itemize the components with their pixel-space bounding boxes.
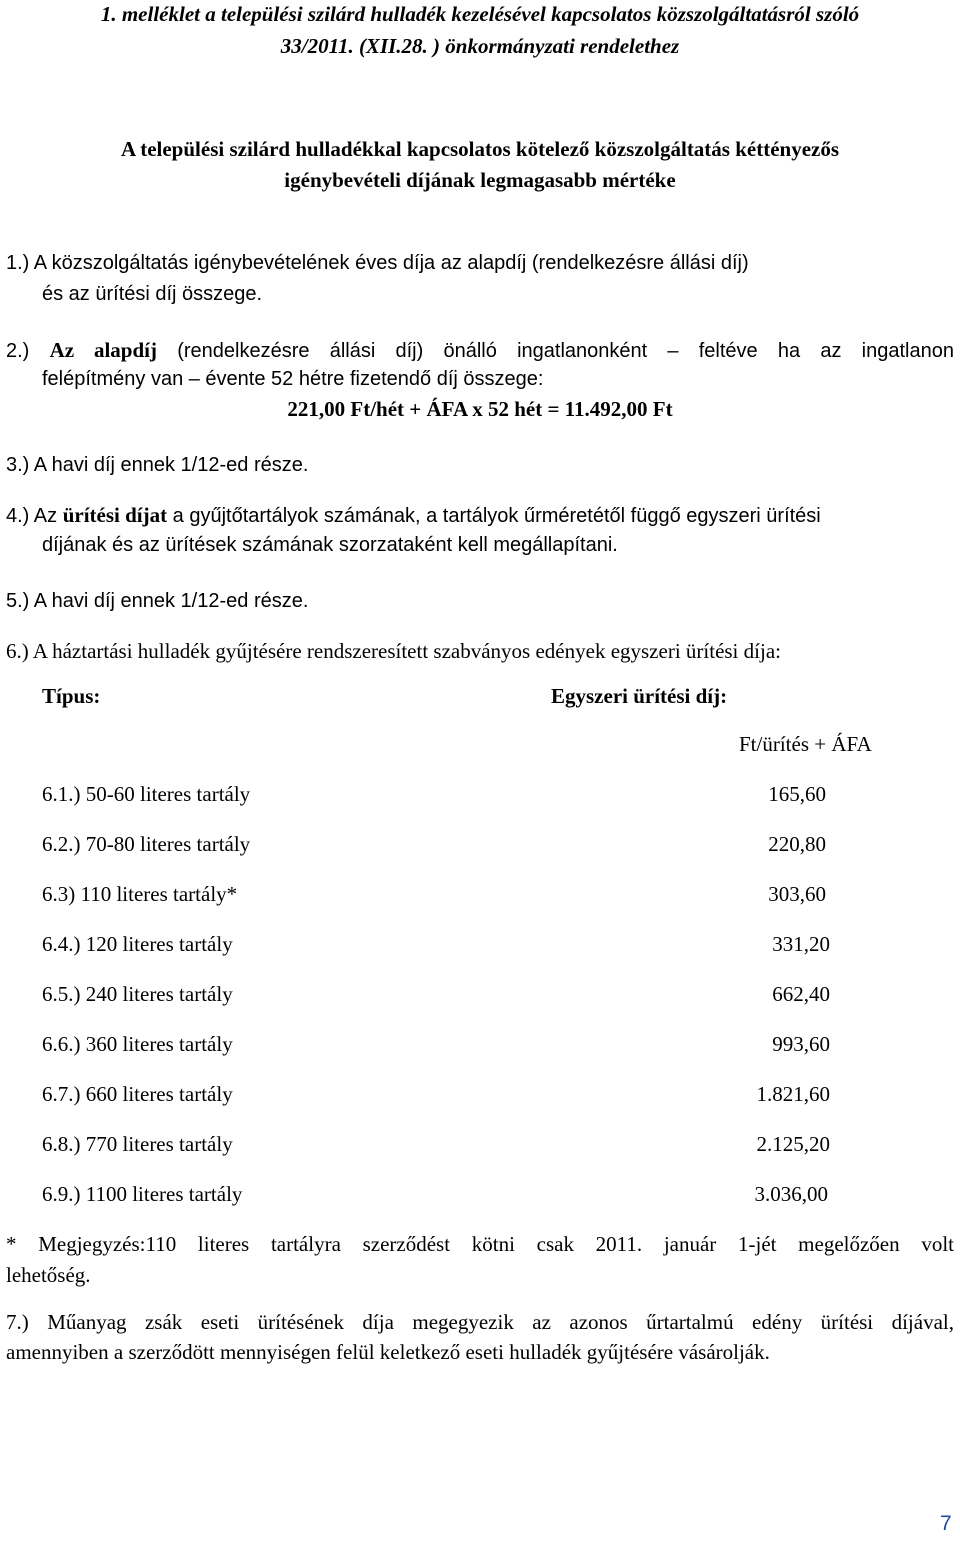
document-title-line-2: igénybevételi díjának legmagasabb mértéke [284,168,676,192]
page-number: 7 [940,1512,952,1535]
paragraph-2-line-1-text: (rendelkezésre állási díj) önálló ingatlanonként – feltéve ha az ingatlanon [177,340,954,362]
annex-header-line-2: 33/2011. (XII.28. ) önkormányzati rendelethez [280,34,680,58]
paragraph-4-bold-term: ürítési díjat [62,503,168,527]
paragraph-1-line-1: 1.) A közszolgáltatás igénybevételének éves díja az alapdíj (rendelkezésre állási díj) [6,252,749,274]
alapdij-formula: 221,00 Ft/hét + ÁFA x 52 hét = 11.492,00 Ft [287,397,673,421]
table-row-value: 331,20 [772,932,830,956]
paragraph-4-line-1 [6,503,821,528]
table-row-value: 662,40 [772,982,830,1006]
table-row-label: 6.1.) 50-60 literes tartály [42,782,251,806]
note-line-2: lehetőség. [6,1263,91,1287]
paragraph-5: 5.) A havi díj ennek 1/12-ed része. [6,590,309,612]
table-row-label: 6.3) 110 literes tartály* [42,882,238,906]
table-row-label: 6.9.) 1100 literes tartály [42,1182,243,1206]
paragraph-2-bold-term: Az alapdíj [49,338,157,362]
table-row-label: 6.2.) 70-80 literes tartály [42,832,251,856]
table-header-type: Típus: [42,684,101,708]
annex-header-line-1: 1. melléklet a települési szilárd hulladék kezelésével kapcsolatos közszolgáltatásról szóló [100,2,860,26]
table-row-value: 303,60 [768,882,826,906]
note-line-1: * Megjegyzés:110 literes tartályra szerződést kötni csak 2011. január 1-jét megelőzően volt [6,1232,954,1256]
paragraph-4-prefix: 4.) Az [6,505,63,527]
table-row-label: 6.7.) 660 literes tartály [42,1082,233,1106]
table-unit: Ft/ürítés + ÁFA [739,732,872,756]
table-header-fee: Egyszeri ürítési díj: [551,684,728,708]
table-row-value: 993,60 [772,1032,830,1056]
paragraph-7-line-1: 7.) Műanyag zsák eseti ürítésének díja megegyezik az azonos űrtartalmú edény ürítési díjával, [6,1310,954,1334]
paragraph-4-line-2: díjának és az ürítések számának szorzataként kell megállapítani. [42,534,618,556]
table-row-label: 6.4.) 120 literes tartály [42,932,233,956]
table-row-value: 1.821,60 [756,1082,830,1106]
paragraph-2-number: 2.) [6,340,30,362]
document-title-line-1: A települési szilárd hulladékkal kapcsolatos kötelező közszolgáltatás kéttényezős [120,137,840,161]
paragraph-2-line-1 [6,338,954,363]
table-row-value: 165,60 [768,782,826,806]
paragraph-2-line-2: felépítmény van – évente 52 hétre fizetendő díj összege: [42,368,544,390]
paragraph-6: 6.) A háztartási hulladék gyűjtésére rendszeresített szabványos edények egyszeri ürítési díja: [6,639,781,663]
table-row-label: 6.6.) 360 literes tartály [42,1032,233,1056]
paragraph-1-line-2: és az ürítési díj összege. [42,283,263,305]
table-row-value: 3.036,00 [754,1182,828,1206]
table-row-label: 6.5.) 240 literes tartály [42,982,233,1006]
paragraph-4-line-1-text: a gyűjtőtartályok számának, a tartályok űrméretétől függő egyszeri ürítési [167,505,821,527]
table-row-value: 220,80 [768,832,826,856]
table-row-label: 6.8.) 770 literes tartály [42,1132,233,1156]
paragraph-3: 3.) A havi díj ennek 1/12-ed része. [6,454,309,476]
table-row-value: 2.125,20 [756,1132,830,1156]
paragraph-7-line-2: amennyiben a szerződött mennyiségen felül keletkező eseti hulladék gyűjtésére vásárolják. [6,1340,770,1364]
